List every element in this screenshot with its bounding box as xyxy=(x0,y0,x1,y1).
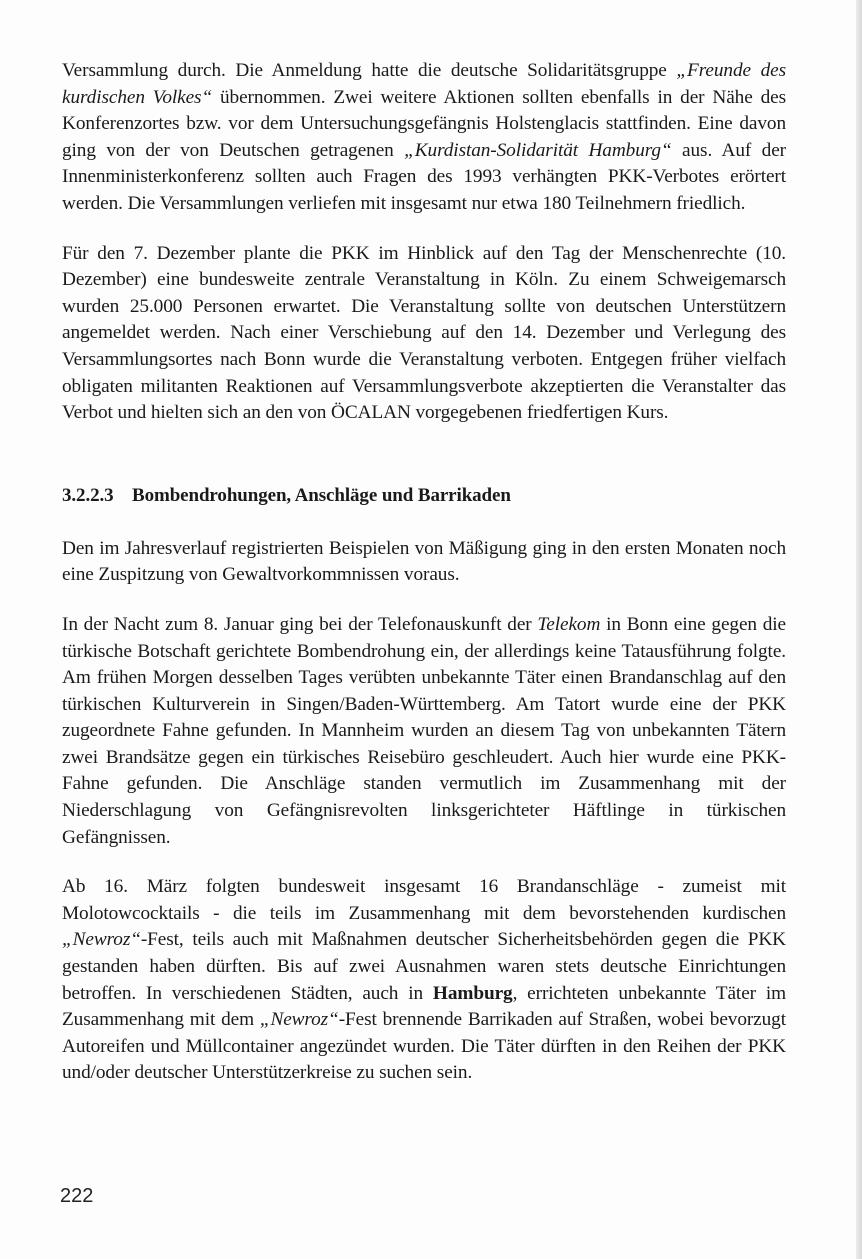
paragraph-3: Den im Jahresverlauf registrierten Beispielen von Mäßigung ging in den ersten Monaten noch eine Zuspitzung von Gewaltvorkommnissen voraus. xyxy=(62,537,786,586)
section-heading xyxy=(62,483,786,509)
organization-name-freunde: „Freunde des kurdischen Volkes“ xyxy=(62,60,787,108)
paragraph-4-text-a: In der Nacht zum 8. Januar ging bei der Telefonauskunft der xyxy=(62,613,538,635)
paragraph-4 xyxy=(62,612,786,851)
page-number: 222 xyxy=(60,1185,94,1207)
page-content xyxy=(62,58,786,1087)
city-name-hamburg: Hamburg xyxy=(432,982,513,1004)
paragraph-5-text-a: Ab 16. März folgten bundesweit insgesamt 16 Brandanschläge - zumeist mit Molotowcocktails - die teils im Zusammenhang mit dem bevorstehenden kurdischen xyxy=(62,876,786,924)
paragraph-5-text-c: -Fest, teils auch mit Maßnahmen deutscher Sicherheitsbehörden gegen die PKK gestanden haben dürften. Bis auf zwei Ausnahmen waren stets deutsche Einrichtungen betroffen. In verschiedenen Städten, auch in xyxy=(62,929,786,1004)
paragraph-1-text-c: übernommen. Zwei weitere Aktionen sollten ebenfalls in der Nähe des Konferenzortes bzw. vor dem Untersuchungsgefängnis Holstenglacis stattfinden. Eine davon ging von der von Deutschen getragenen xyxy=(62,86,786,161)
paragraph-2: Für den 7. Dezember plante die PKK im Hinblick auf den Tag der Menschenrechte (10. Dezember) eine bundesweite zentrale Veranstaltung in Köln. Zu einem Schweigemarsch wurden 25.000 Personen erwartet. Die Veranstaltung sollte von deutschen Unterstützern angemeldet werden. Nach einer Verschiebung auf den 14. Dezember und Verlegung des Versammlungsortes nach Bonn wurde die Veranstaltung verboten. Entgegen früher vielfach obligaten militanten Reaktionen auf Versammlungsverbote akzeptierten die Veranstalter das Verbot und hielten sich an den von ÖCALAN vorgegebenen friedfertigen Kurs. xyxy=(62,242,786,424)
company-name-telekom: Telekom xyxy=(537,613,601,635)
page-edge xyxy=(856,0,862,1259)
festival-name-newroz-2: „Newroz“ xyxy=(259,1009,339,1031)
paragraph-5 xyxy=(62,874,786,1087)
paragraph-1 xyxy=(62,58,786,218)
section-number: 3.2.2.3 xyxy=(62,484,114,506)
section-title: Bombendrohungen, Anschläge und Barrikaden xyxy=(132,484,511,506)
paragraph-4-text-c: in Bonn eine gegen die türkische Botschaft gerichtete Bombendrohung ein, der allerdings keine Tatausführung folgte. Am frühen Morgen desselben Tages verübten unbekannte Täter einen Brandanschlag auf den türkischen Kulturverein in Singen/Baden-Württemberg. Am Tatort wurde eine der PKK zugeordnete Fahne gefunden. In Mannheim wurden an diesem Tag von unbekannten Tätern zwei Brandsätze gegen ein türkisches Reisebüro geschleudert. Auch hier wurde eine PKK-Fahne gefunden. Die Anschläge standen vermutlich im Zusammenhang mit der Niederschlagung von Gefängnisrevolten linksgerichteter Häftlinge in türkischen Gefängnissen. xyxy=(62,613,787,848)
paragraph-5-text-e: , errichteten unbekannte Täter im Zusammenhang mit dem xyxy=(62,982,787,1031)
paragraph-1-text-e: aus. Auf der Innenministerkonferenz sollten auch Fragen des 1993 verhängten PKK-Verbotes erörtert werden. Die Versammlungen verliefen mit insgesamt nur etwa 180 Teilnehmern friedlich. xyxy=(62,139,786,214)
paragraph-5-text-g: -Fest brennende Barrikaden auf Straßen, wobei bevorzugt Autoreifen und Müllcontainer angezündet wurden. Die Täter dürften in den Reihen der PKK und/oder deutscher Unterstützerkreise zu suchen sein. xyxy=(62,1009,786,1084)
festival-name-newroz: „Newroz“ xyxy=(62,929,141,951)
paragraph-1-text-a: Versammlung durch. Die Anmeldung hatte die deutsche Solidaritätsgruppe xyxy=(62,60,677,81)
organization-name-kurdistan-solidaritaet: „Kurdistan-Solidarität Hamburg“ xyxy=(404,139,672,161)
